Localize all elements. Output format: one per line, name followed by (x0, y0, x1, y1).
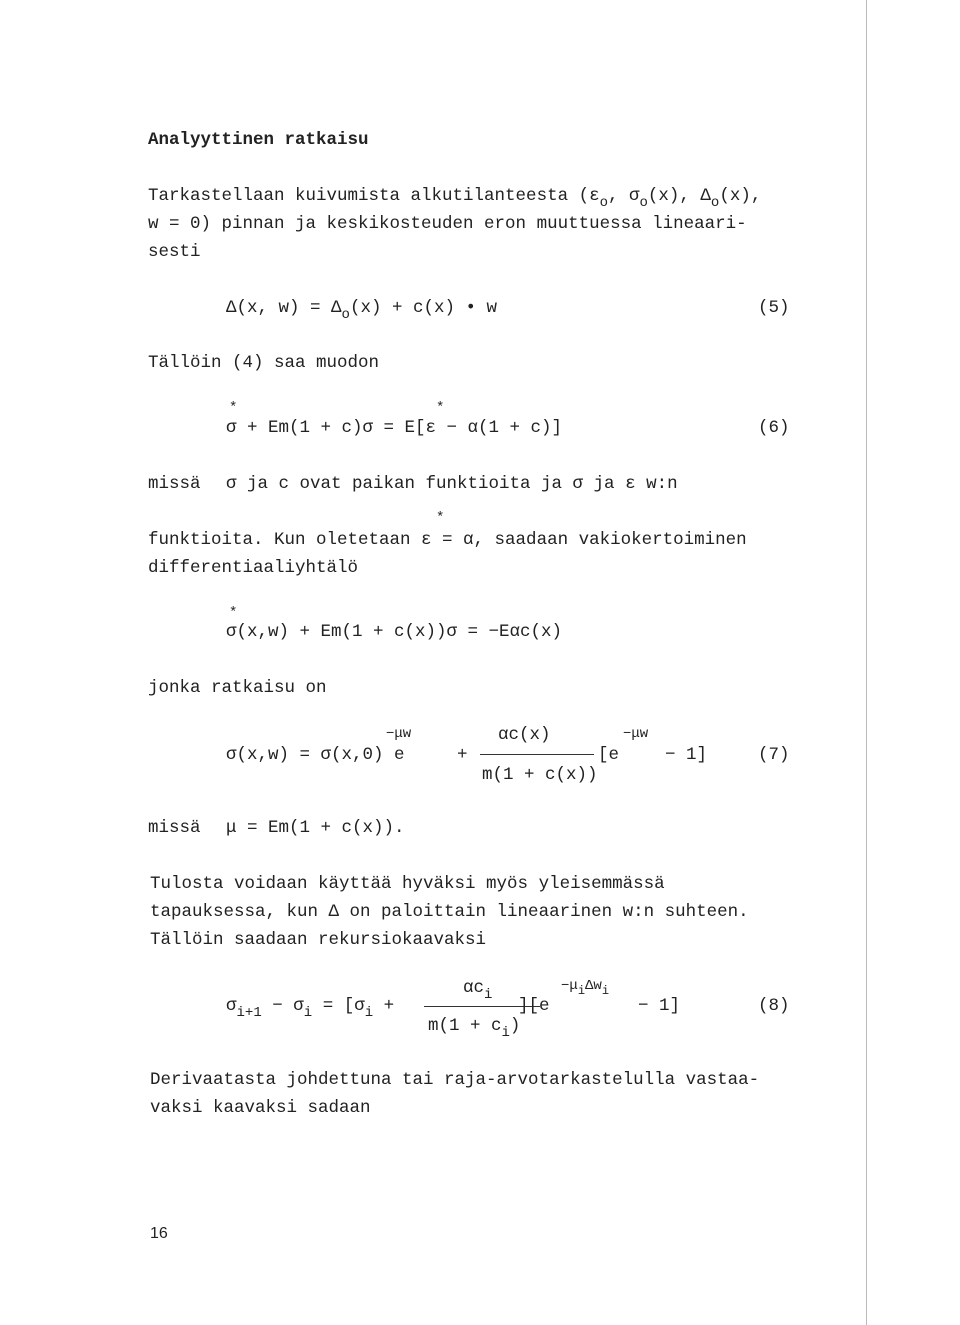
paragraph-2-line-3: Tällöin saadaan rekursiokaavaksi (150, 930, 487, 950)
equation-6-star-1: * (229, 400, 238, 416)
equation-6-star-2: * (436, 400, 445, 416)
equation-7-fraction-bar (480, 754, 594, 755)
equation-7-denominator: m(1 + c(x)) (482, 765, 598, 785)
missa-label-2: missä (148, 818, 201, 838)
paragraph-3-line-2: vaksi kaavaksi sadaan (150, 1098, 371, 1118)
page-number: 16 (150, 1225, 168, 1242)
equation-8-exponent: −μiΔwi (561, 978, 610, 998)
equation-8-bracket: ][e (518, 996, 550, 1016)
text-tallon: Tällöin (4) saa muodon (148, 353, 380, 373)
equation-7-lhs: σ(x,w) = σ(x,0) e (226, 745, 405, 765)
equation-7-number: (7) (758, 745, 790, 765)
equation-8-numerator: $\alpha c_i$ (463, 978, 493, 1003)
ode-equation: σ(x,w) + Em(1 + c(x))σ = −Eαc(x) (226, 622, 563, 642)
equation-6-number: (6) (758, 418, 790, 438)
equation-7-exponent-2: −μw (623, 726, 649, 742)
equation-7-bracket: [e (598, 745, 620, 765)
paragraph-kun-line-1: funktioita. Kun oletetaan ε = α, saadaan vakiokertoiminen (148, 530, 747, 550)
paragraph-3-line-1: Derivaatasta johdettuna tai raja-arvotarkastelulla vastaa- (150, 1070, 760, 1090)
equation-8-denominator: $m(1 + c_i)$ (428, 1016, 521, 1041)
equation-5-number: (5) (758, 298, 790, 318)
equation-7-numerator: αc(x) (498, 725, 551, 745)
equation-7-exponent-1: −μw (386, 726, 412, 742)
equation-8-number: (8) (758, 996, 790, 1016)
text-jonka: jonka ratkaisu on (148, 678, 327, 698)
equation-7-minus-one: − 1] (665, 745, 708, 765)
missa-label-1: missä (148, 474, 201, 494)
paragraph-1-line-1: Tarkastellaan kuivumista alkutilanteesta ($\varepsilon_o$, $\sigma_o(x)$, $\Delta_o(x)$, (148, 186, 762, 211)
paragraph-2-line-2: tapauksessa, kun Δ on paloittain lineaarinen w:n suhteen. (150, 902, 749, 922)
section-heading: Analyyttinen ratkaisu (148, 130, 369, 150)
missa-text-2: μ = Em(1 + c(x)). (226, 818, 405, 838)
paragraph-kun-line-2: differentiaaliyhtälö (148, 558, 359, 578)
equation-8-lhs: $\sigma_{i+1} - \sigma_i = [\sigma_i$ + (226, 996, 395, 1021)
equation-8-minus-one: − 1] (638, 996, 681, 1016)
paragraph-2-line-1: Tulosta voidaan käyttää hyväksi myös yleisemmässä (150, 874, 665, 894)
page-edge-line (866, 0, 867, 1325)
ode-star: * (229, 605, 238, 621)
missa-text-1: σ ja c ovat paikan funktioita ja σ ja ε w:n (226, 474, 678, 494)
equation-6: σ + Em(1 + c)σ = E[ε − α(1 + c)] (226, 418, 563, 438)
paragraph-1-line-2: w = 0) pinnan ja keskikosteuden eron muuttuessa lineaari- (148, 214, 747, 234)
paragraph-1-line-3: sesti (148, 242, 201, 262)
equation-7-plus: + (457, 745, 468, 765)
equation-5: Δ(x, $w) = \Delta_o(x) + c(x)$ • w (226, 298, 497, 323)
kun-star: * (436, 510, 445, 526)
